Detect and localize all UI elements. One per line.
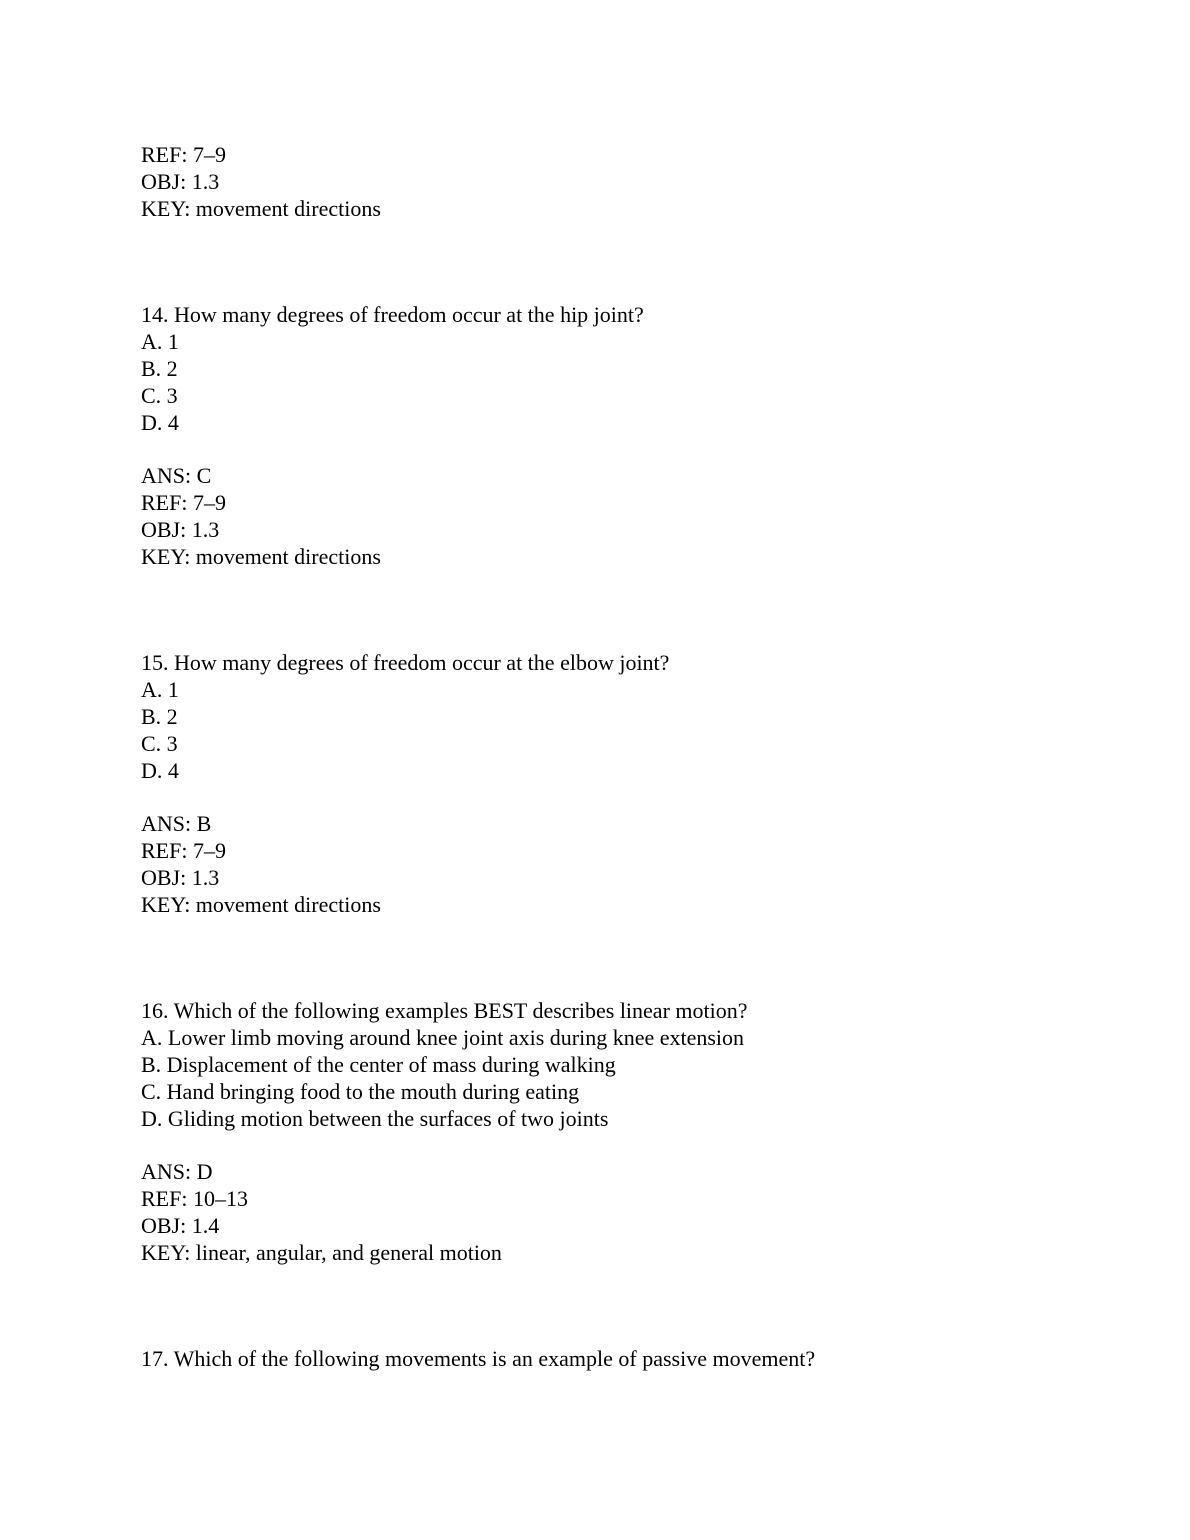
obj-line: OBJ: 1.3	[141, 865, 220, 890]
option-b: B. Displacement of the center of mass during walking	[141, 1052, 616, 1077]
question-prompt: 17. Which of the following movements is an example of passive movement?	[141, 1346, 816, 1371]
obj-line: OBJ: 1.3	[141, 169, 220, 194]
key-line: KEY: movement directions	[141, 892, 381, 917]
obj-line: OBJ: 1.3	[141, 517, 220, 542]
option-a: A. Lower limb moving around knee joint axis during knee extension	[141, 1025, 745, 1050]
question-15	[141, 649, 1081, 918]
option-d: D. 4	[141, 758, 179, 783]
answer-line: ANS: B	[141, 811, 212, 836]
question-16	[141, 997, 1081, 1266]
option-b: B. 2	[141, 356, 178, 381]
meta-block-top	[141, 141, 1081, 222]
question-17	[141, 1345, 1081, 1372]
obj-line: OBJ: 1.4	[141, 1213, 220, 1238]
key-line: KEY: linear, angular, and general motion	[141, 1240, 502, 1265]
ref-line: REF: 7–9	[141, 838, 226, 863]
ref-line: REF: 7–9	[141, 142, 226, 167]
option-c: C. 3	[141, 731, 178, 756]
option-a: A. 1	[141, 677, 179, 702]
ref-line: REF: 10–13	[141, 1186, 248, 1211]
option-c: C. 3	[141, 383, 178, 408]
question-prompt: 15. How many degrees of freedom occur at the elbow joint?	[141, 650, 670, 675]
option-d: D. Gliding motion between the surfaces of two joints	[141, 1106, 609, 1131]
key-line: KEY: movement directions	[141, 544, 381, 569]
option-d: D. 4	[141, 410, 179, 435]
document-page	[141, 141, 1081, 1372]
option-a: A. 1	[141, 329, 179, 354]
option-c: C. Hand bringing food to the mouth during eating	[141, 1079, 580, 1104]
question-prompt: 16. Which of the following examples BEST describes linear motion?	[141, 998, 748, 1023]
question-prompt: 14. How many degrees of freedom occur at the hip joint?	[141, 302, 644, 327]
key-line: KEY: movement directions	[141, 196, 381, 221]
ref-line: REF: 7–9	[141, 490, 226, 515]
option-b: B. 2	[141, 704, 178, 729]
answer-line: ANS: C	[141, 463, 212, 488]
question-14	[141, 301, 1081, 570]
answer-line: ANS: D	[141, 1159, 213, 1184]
